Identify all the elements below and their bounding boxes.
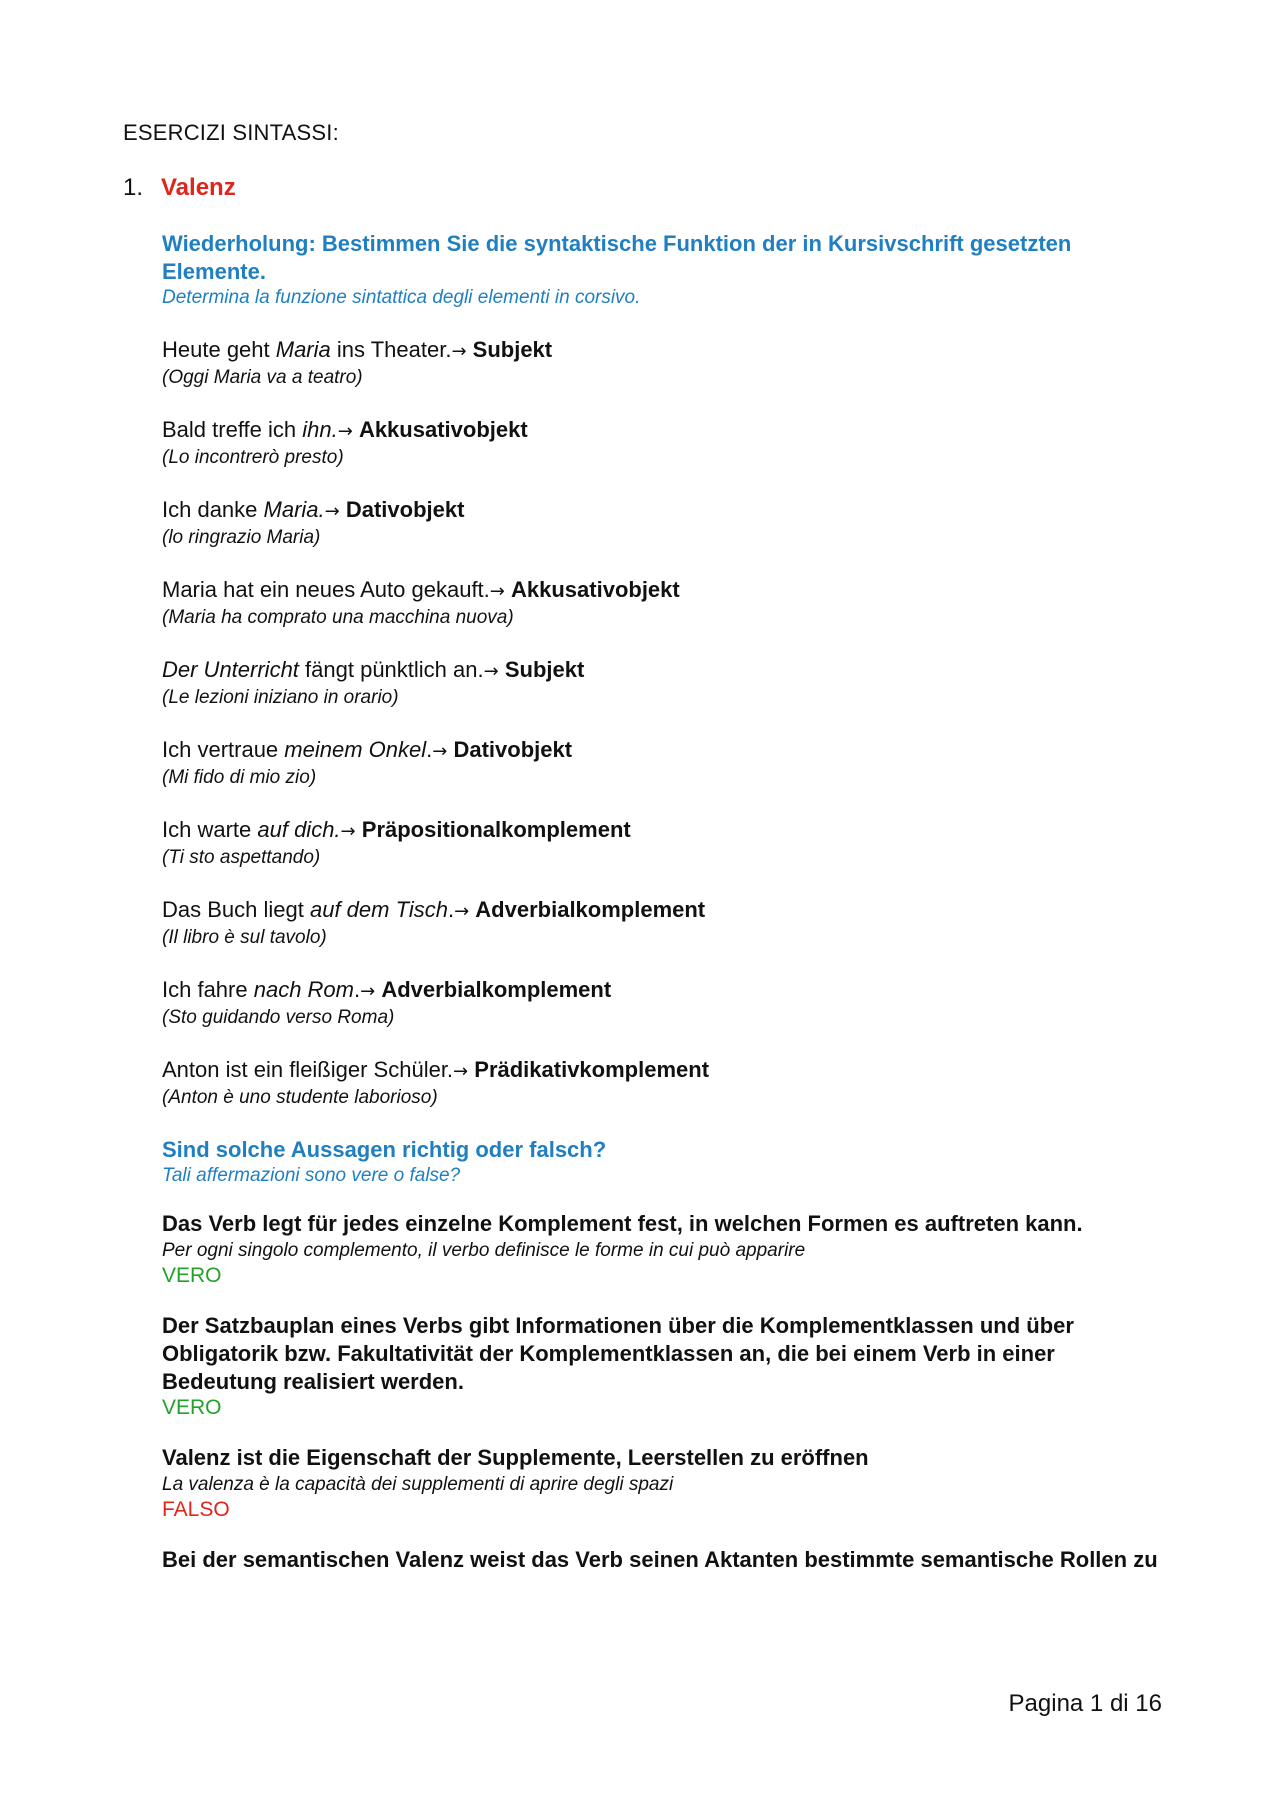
- sentence-text: .: [354, 977, 361, 1002]
- example-sentence: [162, 736, 1172, 766]
- statement-text: Das Verb legt für jedes einzelne Komplement fest, in welchen Formen es auftreten kann.: [162, 1211, 1083, 1236]
- verdict-label: FALSO: [162, 1498, 230, 1521]
- sentence-text: Anton ist ein fleißiger Schüler.: [162, 1057, 454, 1082]
- arrow-icon: →: [360, 981, 376, 1002]
- example-sentence: [162, 976, 1172, 1006]
- answer-label: Subjekt: [472, 337, 553, 362]
- example-sentence: [162, 656, 1172, 686]
- example-sentence: [162, 416, 1172, 446]
- statement-item: [162, 1312, 1172, 1420]
- example-translation: (Ti sto aspettando): [162, 847, 321, 868]
- answer-label: Adverbialkomplement: [381, 977, 612, 1002]
- example-translation: (Sto guidando verso Roma): [162, 1007, 395, 1028]
- statement-list: [162, 1210, 1172, 1574]
- example-item: [162, 976, 1172, 1030]
- example-item: [162, 816, 1172, 870]
- sentence-text: Ich danke: [162, 497, 264, 522]
- answer-label: Präpositionalkomplement: [361, 817, 631, 842]
- example-item: [162, 496, 1172, 550]
- answer-label: Prädikativkomplement: [474, 1057, 710, 1082]
- sentence-italic-element: meinem Onkel: [284, 737, 427, 762]
- example-translation: (Oggi Maria va a teatro): [162, 367, 363, 388]
- example-sentence: [162, 496, 1172, 526]
- example-translation: (Anton è uno studente laborioso): [162, 1087, 438, 1108]
- example-translation: (Mi fido di mio zio): [162, 767, 317, 788]
- section-content: [162, 230, 1172, 1598]
- statement-text: Bei der semantischen Valenz weist das Verb seinen Aktanten bestimmte semantische Rollen zu: [162, 1547, 1158, 1572]
- arrow-icon: →: [483, 661, 499, 682]
- answer-label: Akkusativobjekt: [511, 577, 680, 602]
- statement-translation: Per ogni singolo complemento, il verbo definisce le forme in cui può apparire: [162, 1240, 806, 1261]
- exercise2-header: [162, 1136, 1172, 1188]
- section-number: 1.: [123, 174, 144, 201]
- example-translation: (Il libro è sul tavolo): [162, 927, 327, 948]
- arrow-icon: →: [324, 501, 340, 522]
- document-title: ESERCIZI SINTASSI:: [123, 120, 339, 145]
- exercise1-instruction-it: Determina la funzione sintattica degli elementi in corsivo.: [162, 287, 641, 308]
- sentence-text: Das Buch liegt: [162, 897, 310, 922]
- arrow-icon: →: [454, 901, 470, 922]
- sentence-text: Ich fahre: [162, 977, 254, 1002]
- example-item: [162, 896, 1172, 950]
- arrow-icon: →: [453, 1061, 469, 1082]
- example-sentence: [162, 576, 1172, 606]
- arrow-icon: →: [337, 421, 353, 442]
- section-heading: [123, 174, 236, 202]
- sentence-text: Ich vertraue: [162, 737, 285, 762]
- verdict-label: VERO: [162, 1396, 222, 1419]
- page-number: Pagina 1 di 16: [1008, 1690, 1162, 1717]
- example-translation: (lo ringrazio Maria): [162, 527, 321, 548]
- arrow-icon: →: [340, 821, 356, 842]
- example-sentence: [162, 896, 1172, 926]
- sentence-text: fängt pünktlich an.: [298, 657, 484, 682]
- sentence-italic-element: nach Rom: [253, 977, 354, 1002]
- example-item: [162, 336, 1172, 390]
- example-sentence: [162, 816, 1172, 846]
- statement-item: [162, 1546, 1172, 1574]
- sentence-text: Maria hat ein neues Auto gekauft.: [162, 577, 490, 602]
- exercise1-instruction-de: Wiederholung: Bestimmen Sie die syntaktische Funktion der in Kursivschrift gesetzten Elemente.: [162, 231, 1072, 284]
- exercise2-instruction-de: Sind solche Aussagen richtig oder falsch?: [162, 1137, 607, 1162]
- example-translation: (Le lezioni iniziano in orario): [162, 687, 399, 708]
- arrow-icon: →: [432, 741, 448, 762]
- example-translation: (Lo incontrerò presto): [162, 447, 344, 468]
- answer-label: Dativobjekt: [345, 497, 465, 522]
- sentence-italic-element: Maria.: [263, 497, 325, 522]
- sentence-italic-element: auf dich.: [257, 817, 341, 842]
- example-item: [162, 736, 1172, 790]
- sentence-text: .: [426, 737, 433, 762]
- statement-translation: La valenza è la capacità dei supplementi di aprire degli spazi: [162, 1474, 674, 1495]
- exercise2-instruction-it: Tali affermazioni sono vere o false?: [162, 1165, 461, 1186]
- sentence-italic-element: ihn.: [302, 417, 338, 442]
- answer-label: Dativobjekt: [453, 737, 573, 762]
- sentence-text: .: [447, 897, 455, 922]
- section-name: Valenz: [161, 174, 236, 201]
- answer-label: Adverbialkomplement: [475, 897, 706, 922]
- example-item: [162, 656, 1172, 710]
- example-list: [162, 336, 1172, 1110]
- example-sentence: [162, 336, 1172, 366]
- example-item: [162, 576, 1172, 630]
- sentence-text: Ich warte: [162, 817, 258, 842]
- example-item: [162, 416, 1172, 470]
- statement-item: [162, 1444, 1172, 1522]
- example-translation: (Maria ha comprato una macchina nuova): [162, 607, 514, 628]
- statement-text: Valenz ist die Eigenschaft der Supplemente, Leerstellen zu eröffnen: [162, 1445, 869, 1470]
- answer-label: Subjekt: [504, 657, 585, 682]
- statement-item: [162, 1210, 1172, 1288]
- sentence-italic-element: Maria: [275, 337, 331, 362]
- arrow-icon: →: [489, 581, 505, 602]
- example-item: [162, 1056, 1172, 1110]
- sentence-italic-element: Der Unterricht: [162, 657, 299, 682]
- verdict-label: VERO: [162, 1264, 222, 1287]
- arrow-icon: →: [451, 341, 467, 362]
- sentence-italic-element: auf dem Tisch: [309, 897, 448, 922]
- example-sentence: [162, 1056, 1172, 1086]
- statement-text: Der Satzbauplan eines Verbs gibt Informationen über die Komplementklassen und über Obligatorik bzw. Fakultativität der Komplementklassen an, die bei einem Verb in einer Bedeutung realisiert werden.: [162, 1313, 1074, 1394]
- answer-label: Akkusativobjekt: [358, 417, 528, 442]
- sentence-text: ins Theater.: [330, 337, 452, 362]
- sentence-text: Bald treffe ich: [162, 417, 303, 442]
- sentence-text: Heute geht: [162, 337, 276, 362]
